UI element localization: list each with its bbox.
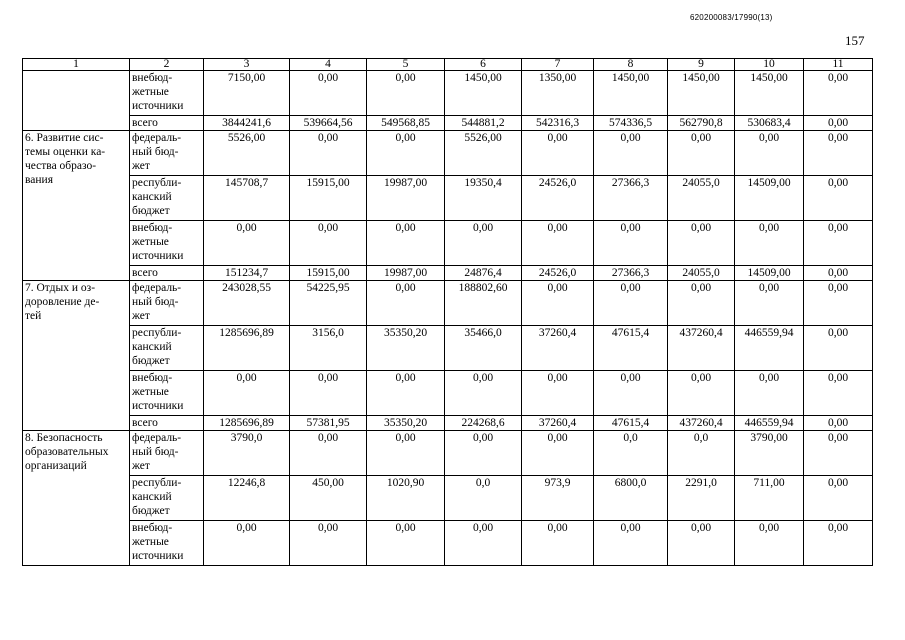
value-cell: 0,00 [204,371,290,416]
value-cell: 47615,4 [594,326,668,371]
value-cell: 0,00 [804,521,873,566]
program-name-cell [23,71,130,131]
value-cell: 0,00 [367,131,445,176]
value-cell: 0,00 [522,371,594,416]
value-cell: 19987,00 [367,266,445,281]
table-row [23,221,873,266]
funding-source-cell: федераль- ный бюд- жет [130,431,204,476]
value-cell: 0,00 [735,371,804,416]
table-row [23,131,873,176]
value-cell: 0,00 [735,521,804,566]
value-cell: 24876,4 [445,266,522,281]
table-row [23,416,873,431]
column-number-cell: 4 [290,59,367,71]
funding-source-cell: республи- канский бюджет [130,476,204,521]
value-cell: 3844241,6 [204,116,290,131]
value-cell: 27366,3 [594,266,668,281]
value-cell: 54225,95 [290,281,367,326]
value-cell: 0,0 [445,476,522,521]
value-cell: 35350,20 [367,416,445,431]
value-cell: 0,00 [445,521,522,566]
program-name-cell: 7. Отдых и оз- доровление де- тей [23,281,130,431]
value-cell: 0,00 [522,131,594,176]
funding-source-cell: федераль- ный бюд- жет [130,281,204,326]
funding-source-cell: внебюд- жетные источники [130,221,204,266]
value-cell: 450,00 [290,476,367,521]
value-cell: 0,00 [204,521,290,566]
value-cell: 544881,2 [445,116,522,131]
funding-source-cell: всего [130,266,204,281]
value-cell: 446559,94 [735,326,804,371]
value-cell: 0,00 [804,326,873,371]
value-cell: 549568,85 [367,116,445,131]
value-cell: 0,00 [367,221,445,266]
value-cell: 539664,56 [290,116,367,131]
value-cell: 0,00 [804,416,873,431]
value-cell: 0,00 [804,281,873,326]
value-cell: 0,00 [594,281,668,326]
page-number: 157 [845,33,865,48]
value-cell: 0,00 [804,131,873,176]
value-cell: 0,00 [445,371,522,416]
value-cell: 57381,95 [290,416,367,431]
funding-source-cell: внебюд- жетные источники [130,371,204,416]
value-cell: 0,00 [367,71,445,116]
value-cell: 0,00 [735,281,804,326]
value-cell: 0,00 [522,431,594,476]
column-number-cell: 11 [804,59,873,71]
value-cell: 0,00 [290,221,367,266]
value-cell: 562790,8 [668,116,735,131]
value-cell: 0,00 [804,431,873,476]
table-row [23,176,873,221]
program-name-cell: 6. Развитие сис- темы оценки ка- чества образо- вания [23,131,130,281]
table-row [23,281,873,326]
column-number-cell: 3 [204,59,290,71]
value-cell: 0,00 [735,221,804,266]
value-cell: 3790,00 [735,431,804,476]
value-cell: 6800,0 [594,476,668,521]
value-cell: 0,00 [204,221,290,266]
value-cell: 711,00 [735,476,804,521]
value-cell: 0,00 [367,371,445,416]
value-cell: 2291,0 [668,476,735,521]
value-cell: 3790,0 [204,431,290,476]
value-cell: 37260,4 [522,326,594,371]
value-cell: 14509,00 [735,176,804,221]
value-cell: 7150,00 [204,71,290,116]
value-cell: 0,00 [290,71,367,116]
value-cell: 0,00 [668,281,735,326]
value-cell: 145708,7 [204,176,290,221]
value-cell: 0,00 [804,176,873,221]
funding-source-cell: внебюд- жетные источники [130,521,204,566]
value-cell: 0,00 [522,521,594,566]
funding-source-cell: всего [130,116,204,131]
value-cell: 24526,0 [522,266,594,281]
value-cell: 0,00 [804,221,873,266]
value-cell: 542316,3 [522,116,594,131]
value-cell: 1450,00 [668,71,735,116]
value-cell: 35466,0 [445,326,522,371]
value-cell: 0,0 [594,431,668,476]
value-cell: 19350,4 [445,176,522,221]
value-cell: 1450,00 [594,71,668,116]
column-number-cell: 8 [594,59,668,71]
value-cell: 15915,00 [290,266,367,281]
funding-source-cell: республи- канский бюджет [130,176,204,221]
value-cell: 437260,4 [668,326,735,371]
column-number-cell: 10 [735,59,804,71]
value-cell: 15915,00 [290,176,367,221]
value-cell: 0,00 [445,431,522,476]
value-cell: 1285696,89 [204,326,290,371]
column-number-cell: 6 [445,59,522,71]
value-cell: 5526,00 [204,131,290,176]
value-cell: 0,00 [522,221,594,266]
column-number-cell: 5 [367,59,445,71]
funding-source-cell: всего [130,416,204,431]
value-cell: 0,0 [668,431,735,476]
value-cell: 27366,3 [594,176,668,221]
value-cell: 0,00 [290,521,367,566]
value-cell: 24526,0 [522,176,594,221]
column-number-cell: 9 [668,59,735,71]
value-cell: 1450,00 [735,71,804,116]
value-cell: 0,00 [290,431,367,476]
document-code: 620200083/17990(13) [690,13,773,22]
value-cell: 1350,00 [522,71,594,116]
value-cell: 0,00 [594,371,668,416]
value-cell: 0,00 [594,221,668,266]
value-cell: 0,00 [668,371,735,416]
program-name-cell: 8. Безопасность образовательных организаций [23,431,130,566]
value-cell: 151234,7 [204,266,290,281]
value-cell: 19987,00 [367,176,445,221]
value-cell: 12246,8 [204,476,290,521]
value-cell: 0,00 [735,131,804,176]
value-cell: 0,00 [290,131,367,176]
value-cell: 0,00 [367,431,445,476]
value-cell: 0,00 [804,71,873,116]
value-cell: 1020,90 [367,476,445,521]
value-cell: 1450,00 [445,71,522,116]
value-cell: 14509,00 [735,266,804,281]
column-number-row [23,59,873,71]
value-cell: 973,9 [522,476,594,521]
value-cell: 530683,4 [735,116,804,131]
value-cell: 0,00 [668,131,735,176]
value-cell: 24055,0 [668,176,735,221]
table-row [23,431,873,476]
column-number-cell: 1 [23,59,130,71]
table-row [23,71,873,116]
value-cell: 0,00 [522,281,594,326]
value-cell: 35350,20 [367,326,445,371]
value-cell: 0,00 [367,281,445,326]
table-row [23,371,873,416]
value-cell: 224268,6 [445,416,522,431]
value-cell: 0,00 [804,371,873,416]
value-cell: 3156,0 [290,326,367,371]
value-cell: 188802,60 [445,281,522,326]
table-row [23,326,873,371]
value-cell: 0,00 [290,371,367,416]
value-cell: 446559,94 [735,416,804,431]
budget-table [22,58,873,566]
column-number-cell: 2 [130,59,204,71]
table-row [23,521,873,566]
value-cell: 0,00 [804,476,873,521]
value-cell: 0,00 [804,116,873,131]
value-cell: 0,00 [594,131,668,176]
value-cell: 574336,5 [594,116,668,131]
value-cell: 437260,4 [668,416,735,431]
funding-source-cell: федераль- ный бюд- жет [130,131,204,176]
value-cell: 0,00 [668,521,735,566]
funding-source-cell: республи- канский бюджет [130,326,204,371]
value-cell: 0,00 [367,521,445,566]
value-cell: 0,00 [804,266,873,281]
table-row [23,116,873,131]
value-cell: 0,00 [668,221,735,266]
value-cell: 0,00 [445,221,522,266]
value-cell: 24055,0 [668,266,735,281]
value-cell: 0,00 [594,521,668,566]
value-cell: 5526,00 [445,131,522,176]
value-cell: 1285696,89 [204,416,290,431]
value-cell: 243028,55 [204,281,290,326]
column-number-cell: 7 [522,59,594,71]
table-row [23,476,873,521]
funding-source-cell: внебюд- жетные источники [130,71,204,116]
value-cell: 47615,4 [594,416,668,431]
table-row [23,266,873,281]
value-cell: 37260,4 [522,416,594,431]
